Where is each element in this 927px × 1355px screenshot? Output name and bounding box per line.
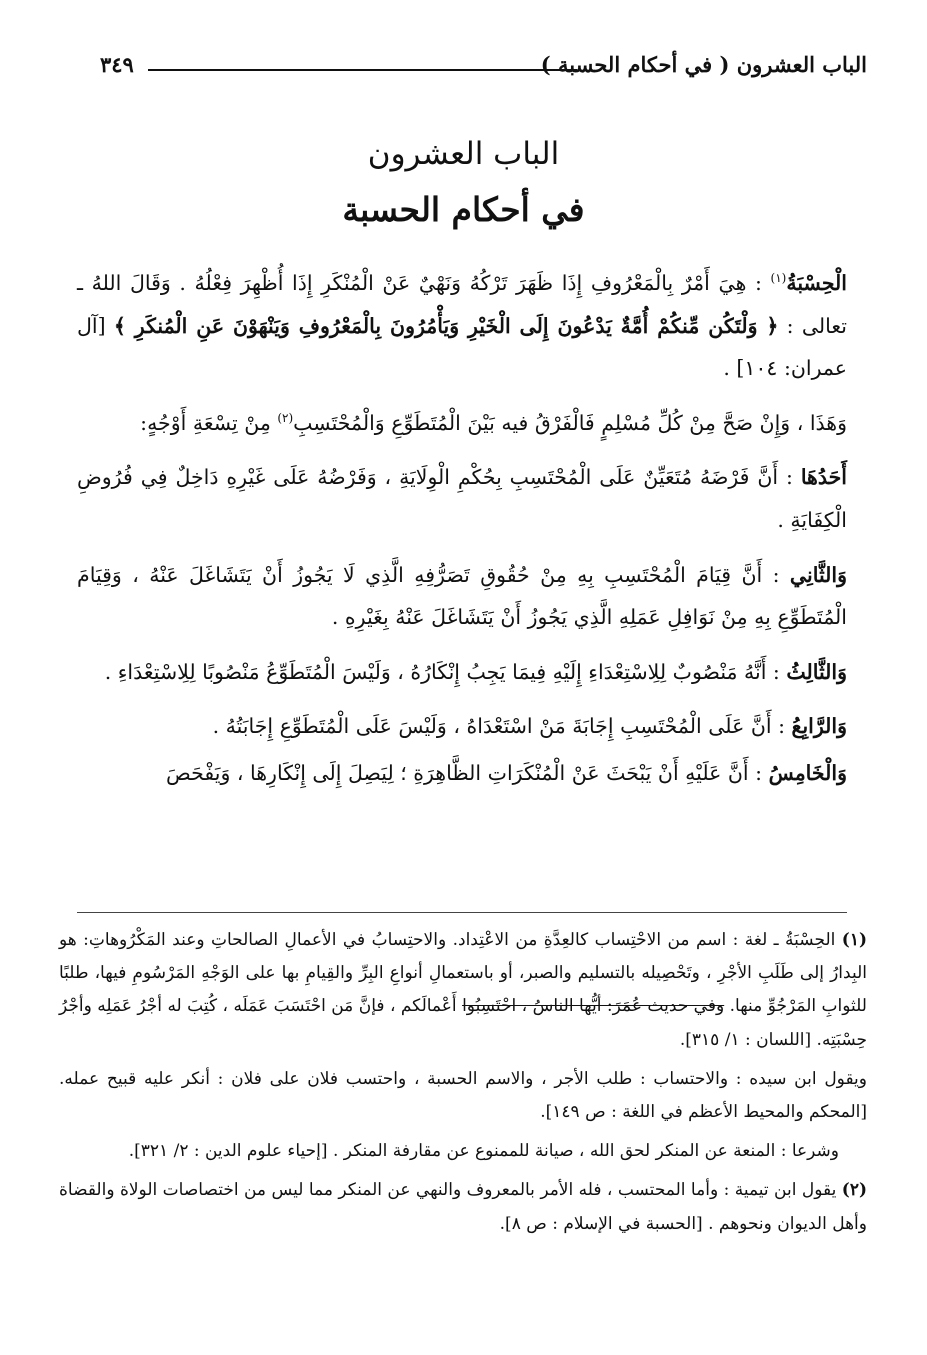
paragraph-fifth xyxy=(77,752,847,795)
footnote-2-label: (٢) xyxy=(841,1180,867,1201)
footnote-1-ibn-sida-text: ويقول ابن سيده : والاحتساب : طلب الأجر ، والاسم الحسبة ، واحتسب فلان على فلان : أنكر عليه قبيح عمله. [المحكم والمحيط الأعظم في اللغة : ص ١٤٩]. xyxy=(59,1068,867,1123)
first-lead: أَحَدُهَا xyxy=(800,465,847,490)
third-lead: وَالثَّالِثُ xyxy=(786,659,847,684)
footnote-1 xyxy=(59,924,867,1057)
quran-verse: ﴿ وَلْتَكُن مِّنكُمْ أُمَّةٌ يَدْعُونَ إِلَى الْخَيْرِ وَيَأْمُرُونَ بِالْمَعْرُوفِ وَيَنْهَوْنَ عَنِ الْمُنكَرِ ﴾ xyxy=(113,313,779,338)
paragraph-third xyxy=(77,651,847,694)
chapter-title: الباب العشرون xyxy=(367,136,560,172)
term-hisba: الْحِسْبَةُ xyxy=(786,271,847,295)
third-text: : أَنَّهُ مَنْصُوبٌ لِلِاسْتِعْدَاءِ إِلَيْهِ فِيمَا يَجِبُ إِنْكَارُهُ ، وَلَيْسَ الْمُتَطَوِّعُ مَنْصُوبًا لِلِاسْتِعْدَاءِ . xyxy=(104,659,787,684)
footnote-1-ibn-sida xyxy=(59,1063,867,1129)
definition-text: : هِيَ أَمْرٌ بِالْمَعْرُوفِ إِذَا ظَهَرَ تَرْكُهُ وَنَهْيٌ عَنْ الْمُنْكَرِ إِذَا أُظْهِرَ فِعْلُهُ . وَقَالَ اللهُ ـ تعالى : xyxy=(77,271,847,338)
footnote-2 xyxy=(59,1174,867,1240)
second-lead: وَالثَّانِي xyxy=(789,562,847,587)
footnote-1-text-end: أَعْمالَكم ، فإنَّ مَن احْتَسَبَ عَمَلَه ، كُتِبَ له أجْرُ عَمَلِه وأجْرُ حِسْبَتِه. [اللسان : ١/ ٣١٥]. xyxy=(59,996,867,1050)
fourth-text: : أَنَّ عَلَى الْمُحْتَسِبِ إِجَابَةَ مَنْ اسْتَعْدَاهُ ، وَلَيْسَ عَلَى الْمُتَطَوِّعِ إِجَابَتُهُ . xyxy=(212,714,792,739)
fourth-lead: وَالرَّابِعُ xyxy=(791,714,847,739)
main-text xyxy=(77,262,847,807)
paragraph-second xyxy=(77,554,847,639)
paragraph-first xyxy=(77,456,847,541)
running-title: الباب العشرون ( في أحكام الحسبة ) xyxy=(540,52,867,77)
paragraph-definition xyxy=(77,262,847,390)
header-rule xyxy=(148,69,577,71)
fifth-text: : أَنَّ عَلَيْهِ أَنْ يَبْحَثَ عَنْ الْمُنْكَرَاتِ الظَّاهِرَةِ ؛ لِيَصِلَ إِلَى إِنْكَارِهَا ، وَيَفْحَصَ xyxy=(166,760,769,785)
footnote-2-text: يقول ابن تيمية : وأما المحتسب ، فله الأمر بالمعروف والنهي عن المنكر مما ليس من اختصاصات الولاة والقضاة وأهل الديوان ونحوهم . [الحسبة في الإسلام : ص ٨]. xyxy=(59,1180,867,1234)
footnote-1-struck-text: وفي حديث عُمَرَ: أيُّها الناسُ ، احْتَسِبُوا xyxy=(462,996,725,1017)
footnote-1-label: (١) xyxy=(841,930,868,950)
footnote-1-sharia xyxy=(59,1135,867,1168)
chapter-subtitle: في أحكام الحسبة xyxy=(342,190,585,229)
footnote-ref-1[interactable]: (١) xyxy=(770,271,787,286)
footnote-separator xyxy=(77,912,847,913)
fifth-lead: وَالْخَامِسُ xyxy=(768,760,847,785)
footnote-1-sharia-text: وشرعا : المنعة عن المنكر لحق الله ، صيانة للممنوع عن مقارفة المنكر . [إحياء علوم الدين : ٢/ ٣٢١]. xyxy=(128,1141,839,1162)
first-text: : أَنَّ فَرْضَهُ مُتَعَيِّنٌ عَلَى الْمُحْتَسِبِ بِحُكْمِ الْوِلَايَةِ ، وَفَرْضُهُ عَلَى غَيْرِهِ دَاخِلٌ فِي فُرُوضِ الْكِفَايَةِ . xyxy=(77,465,847,532)
verse-citation: [آل عمران: ١٠٤] . xyxy=(77,313,847,381)
page-number: ٣٤٩ xyxy=(100,52,134,77)
difference-text-end: مِنْ تِسْعَةِ أَوْجُهٍ: xyxy=(140,410,278,435)
running-header xyxy=(100,52,867,88)
second-text: : أَنَّ قِيَامَ الْمُحْتَسِبِ بِهِ مِنْ حُقُوقِ تَصَرُّفِهِ الَّذِي لَا يَجُوزُ أَنْ يَتَشَاغَلَ عَنْهُ ، وَقِيَامَ الْمُتَطَوِّعِ بِهِ مِنْ نَوَافِلِ عَمَلِهِ الَّذِي يَجُوزُ أَنْ يَتَشَاغَلَ عَنْهُ بِغَيْرِهِ . xyxy=(77,562,847,630)
footnote-1-text: الحِسْبَةُ ـ لغة : اسم من الاحْتِساب كالعِدَّةِ من الاعْتِداد. والاحتِسابُ في الأعمالِ الصالحاتِ وعند المَكْرُوهاتِ: هو البِدارُ إلى طَلَبِ الأجْرِ ، وتَحْصِيله بالتسليم والصبر، أو باستعمالِ أنواعِ البِرِّ والقِيامِ بها على الوَجْهِ المَرْسُومِ فيها، طلبًا للثوابِ المَرْجُوِّ منها. xyxy=(59,930,867,1017)
footnote-ref-2[interactable]: (٢) xyxy=(277,410,294,425)
paragraph-difference xyxy=(77,402,847,445)
paragraph-fourth xyxy=(77,705,847,748)
footnotes xyxy=(59,924,867,1247)
difference-text: وَهَذَا ، وَإِنْ صَحَّ مِنْ كُلِّ مُسْلِمٍ فَالْفَرْقُ فيه بَيْنَ الْمُتَطَوِّعِ وَالْمُحْتَسِبِ xyxy=(293,410,847,435)
